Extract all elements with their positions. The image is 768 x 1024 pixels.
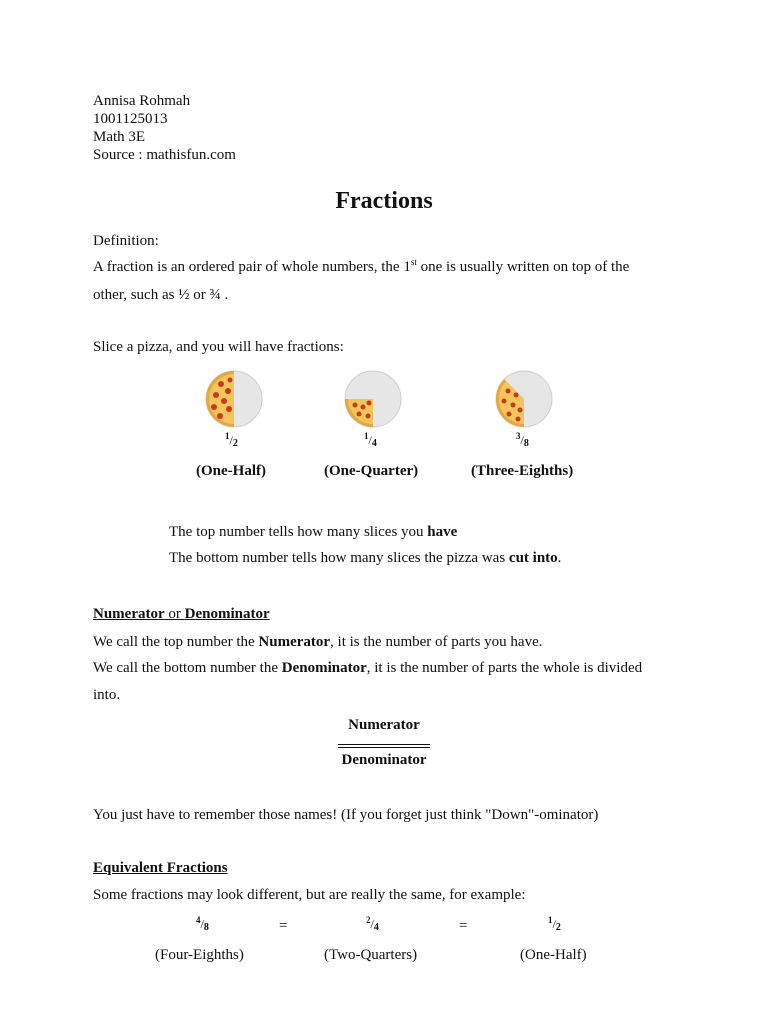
equivalent-fraction-1: $^4$/8 [196, 915, 209, 933]
denominator: 8 [523, 438, 529, 449]
line-bold: Numerator [258, 634, 331, 650]
pizza-label-2: (One-Quarter) [324, 463, 419, 479]
numden-line-2 [93, 660, 642, 677]
fraction-bar-double [338, 747, 430, 748]
denominator: 2 [555, 922, 561, 933]
numerator: 1 [364, 431, 369, 441]
explain-top [169, 524, 457, 541]
equivalent-label-2: (Two-Quarters) [324, 947, 418, 963]
heading-denominator: Denominator [184, 606, 270, 622]
line-text: We call the bottom number the [93, 660, 282, 676]
pizza-half-icon [204, 369, 264, 429]
numerator: 1 [225, 431, 230, 441]
class-name: Math 3E [93, 129, 146, 145]
explain-bottom-text: The bottom number tells how many slices the pizza was [169, 550, 509, 566]
numerator: 2 [366, 915, 371, 925]
pizza-fraction-2: $^1$/4 [364, 431, 377, 449]
line-text: , it is the number of parts the whole is divided [366, 660, 643, 676]
equals-sign-1: = [279, 918, 288, 934]
student-id: 1001125013 [93, 111, 168, 127]
heading-or: or [164, 606, 185, 622]
fraction-bottom-label: Denominator [341, 752, 427, 768]
explain-bottom-bold: cut into [508, 550, 558, 566]
numerator: 3 [516, 431, 521, 441]
definition-line-1 [93, 259, 629, 276]
pizza-label-3: (Three-Eighths) [471, 463, 574, 479]
pizza-label-1: (One-Half) [196, 463, 266, 479]
denominator: 8 [203, 922, 209, 933]
fraction-top-label: Numerator [348, 717, 420, 733]
line-text: We call the top number the [93, 634, 259, 650]
numden-heading [93, 606, 270, 623]
equivalent-fraction-3: $^1$/2 [548, 915, 561, 933]
ordinal-suffix: st [410, 257, 417, 267]
remember-text: You just have to remember those names! (If you forget just think "Down"-ominator) [93, 807, 599, 823]
equivalent-label-1: (Four-Eighths) [155, 947, 244, 963]
definition-heading: Definition: [93, 233, 159, 249]
numden-line-1 [93, 634, 543, 651]
denominator: 4 [371, 438, 377, 449]
source-line: Source : mathisfun.com [93, 147, 236, 163]
definition-text-b: one is usually written on top of the [416, 259, 630, 275]
pizza-fraction-3: $^3$/8 [516, 431, 529, 449]
equivalent-label-3: (One-Half) [520, 947, 587, 963]
line-bold: Denominator [281, 660, 367, 676]
equivalent-fraction-2: $^2$/4 [366, 915, 379, 933]
equivalent-heading: Equivalent Fractions [93, 860, 228, 876]
explain-bottom-end: . [557, 550, 562, 566]
denominator: 2 [232, 438, 238, 449]
explain-top-text: The top number tells how many slices you [169, 524, 428, 540]
equivalent-intro: Some fractions may look different, but are really the same, for example: [93, 887, 526, 903]
pizza-three-eighths-icon [494, 369, 554, 429]
numerator: 1 [548, 915, 553, 925]
page-title: Fractions [335, 188, 433, 214]
pizza-fraction-1: $^1$/2 [225, 431, 238, 449]
author-name: Annisa Rohmah [93, 93, 191, 109]
definition-text-a: A fraction is an ordered pair of whole numbers, the 1 [93, 259, 411, 275]
equals-sign-2: = [459, 918, 468, 934]
denominator: 4 [373, 922, 379, 933]
heading-numerator: Numerator [93, 606, 165, 622]
definition-line-2: other, such as ½ or ¾ . [93, 287, 229, 303]
numerator: 4 [196, 915, 201, 925]
line-text: , it is the number of parts you have. [330, 634, 543, 650]
fraction-bar [338, 744, 430, 745]
explain-top-bold: have [427, 524, 458, 540]
explain-bottom [169, 550, 561, 567]
pizza-quarter-icon [343, 369, 403, 429]
numden-line-3: into. [93, 687, 121, 703]
pizza-intro: Slice a pizza, and you will have fractions: [93, 339, 344, 355]
